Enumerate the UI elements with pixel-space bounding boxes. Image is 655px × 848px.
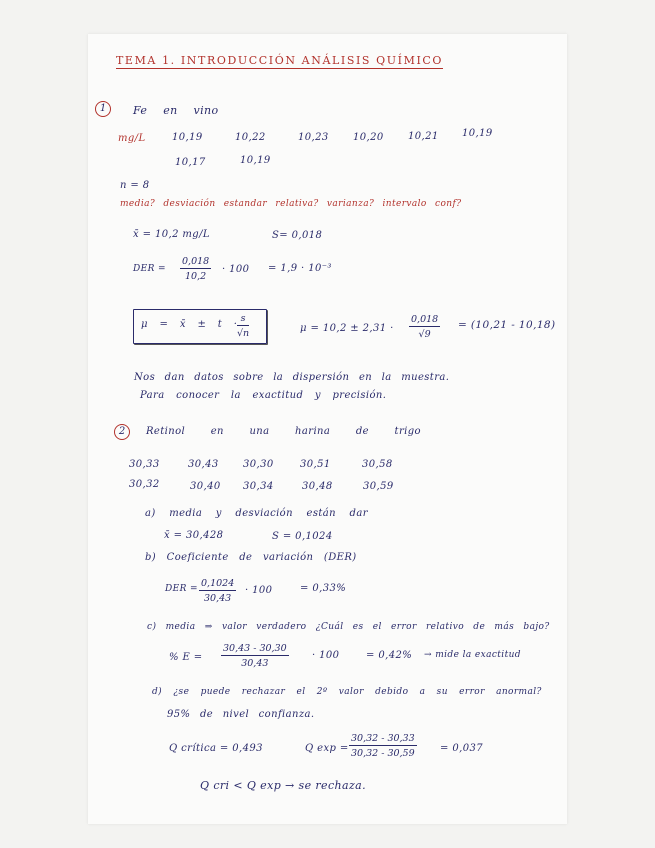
ex1-value: 10,19 [462, 128, 493, 139]
ex1-value: 10,17 [175, 157, 206, 168]
q-critical: Q crítica = 0,493 [169, 743, 263, 754]
ci-calculation: μ = 10,2 ± 2,31 · [300, 323, 394, 334]
ci-calc-denominator: √9 [418, 329, 431, 340]
ci-calc-fraction [409, 314, 440, 340]
ex2-error-label: % E = [169, 652, 203, 663]
ex1-der-numerator: 0,018 [182, 256, 210, 267]
page-title [116, 54, 443, 67]
ex2-subject: Retinol en una harina de trigo [146, 426, 421, 437]
ex2-value: 30,40 [190, 481, 221, 492]
exercise-2-number: 2 [114, 424, 130, 440]
ex2-error-result: = 0,42% [366, 650, 413, 661]
ex1-value: 10,19 [240, 155, 271, 166]
ci-result: = (10,21 - 10,18) [458, 319, 556, 331]
ex2-part-d: d) ¿se puede rechazar el 2º valor debido a su error anormal? [152, 687, 542, 697]
ci-formula-denominator: √n [237, 328, 250, 339]
ex1-n: n = 8 [120, 180, 150, 191]
ex2-part-b: b) Coeficiente de variación (DER) [145, 552, 357, 563]
ex2-der-fraction [199, 578, 236, 604]
ex2-value: 30,58 [362, 459, 393, 470]
ex1-unit: mg/L [118, 133, 146, 144]
title-text: TEMA 1. INTRODUCCIÓN ANÁLISIS QUÍMICO [116, 54, 444, 67]
q-exp-result: = 0,037 [440, 743, 483, 754]
ex2-error-note: → mide la exactitud [424, 650, 521, 660]
exercise-1-number: 1 [95, 101, 111, 117]
ex1-note-2: Para conocer la exactitud y precisión. [140, 390, 387, 401]
ex2-value: 30,30 [243, 459, 274, 470]
ci-formula: μ = x̄ ± t · [141, 319, 238, 330]
ex2-std-dev: S = 0,1024 [272, 531, 333, 542]
ex2-der-label: DER = [165, 584, 198, 594]
ex2-error-numerator: 30,43 - 30,30 [223, 643, 287, 654]
ex2-value: 30,51 [300, 459, 331, 470]
ex1-question: media? desviación estandar relativa? varianza? intervalo conf? [120, 199, 462, 209]
ex2-der-result: = 0,33% [300, 583, 347, 594]
ex2-value: 30,32 [129, 479, 160, 490]
ex2-conclusion: Q cri < Q exp → se rechaza. [200, 779, 367, 792]
ex1-der-denominator: 10,2 [185, 271, 207, 282]
ex2-value: 30,43 [188, 459, 219, 470]
ex2-der-numerator: 0,1024 [201, 578, 235, 589]
ex1-value: 10,22 [235, 132, 266, 143]
ex2-value: 30,33 [129, 459, 160, 470]
ex2-der-multiplier: · 100 [245, 585, 273, 596]
ex1-value: 10,21 [408, 131, 439, 142]
ex2-value: 30,48 [302, 481, 333, 492]
ex1-value: 10,19 [172, 132, 203, 143]
q-exp-fraction [349, 733, 417, 759]
ex1-value: 10,20 [353, 132, 384, 143]
ex1-der-fraction [180, 256, 211, 282]
ex2-part-a: a) media y desviación están dar [145, 508, 368, 519]
ex2-part-d-confidence: 95% de nivel confianza. [167, 709, 315, 720]
ex1-der-label: DER = [133, 264, 166, 274]
ci-formula-fraction [237, 313, 249, 339]
q-exp-numerator: 30,32 - 30,33 [351, 733, 415, 744]
ex1-subject: Fe en vino [133, 104, 219, 117]
ci-formula-numerator: s [237, 313, 249, 326]
ci-calc-numerator: 0,018 [411, 314, 439, 325]
q-exp-denominator: 30,32 - 30,59 [351, 748, 415, 759]
ex2-der-denominator: 30,43 [204, 593, 232, 604]
ex2-error-fraction [221, 643, 289, 669]
ex2-part-c: c) media ⇒ valor verdadero ¿Cuál es el error relativo de más bajo? [147, 622, 550, 632]
ex1-std-dev: S= 0,018 [272, 230, 323, 241]
ex1-note-1: Nos dan datos sobre la dispersión en la muestra. [134, 372, 450, 383]
q-exp-label: Q exp = [305, 743, 349, 754]
ex1-der-multiplier: · 100 [222, 264, 250, 275]
ex2-error-denominator: 30,43 [241, 658, 269, 669]
ex2-mean: x̄ = 30,428 [164, 530, 224, 541]
ex2-value: 30,59 [363, 481, 394, 492]
ex1-mean: x̄ = 10,2 mg/L [133, 229, 210, 240]
ex2-value: 30,34 [243, 481, 274, 492]
ex1-der-result: = 1,9 · 10⁻³ [268, 263, 332, 274]
ex2-error-multiplier: · 100 [312, 650, 340, 661]
ex1-value: 10,23 [298, 132, 329, 143]
